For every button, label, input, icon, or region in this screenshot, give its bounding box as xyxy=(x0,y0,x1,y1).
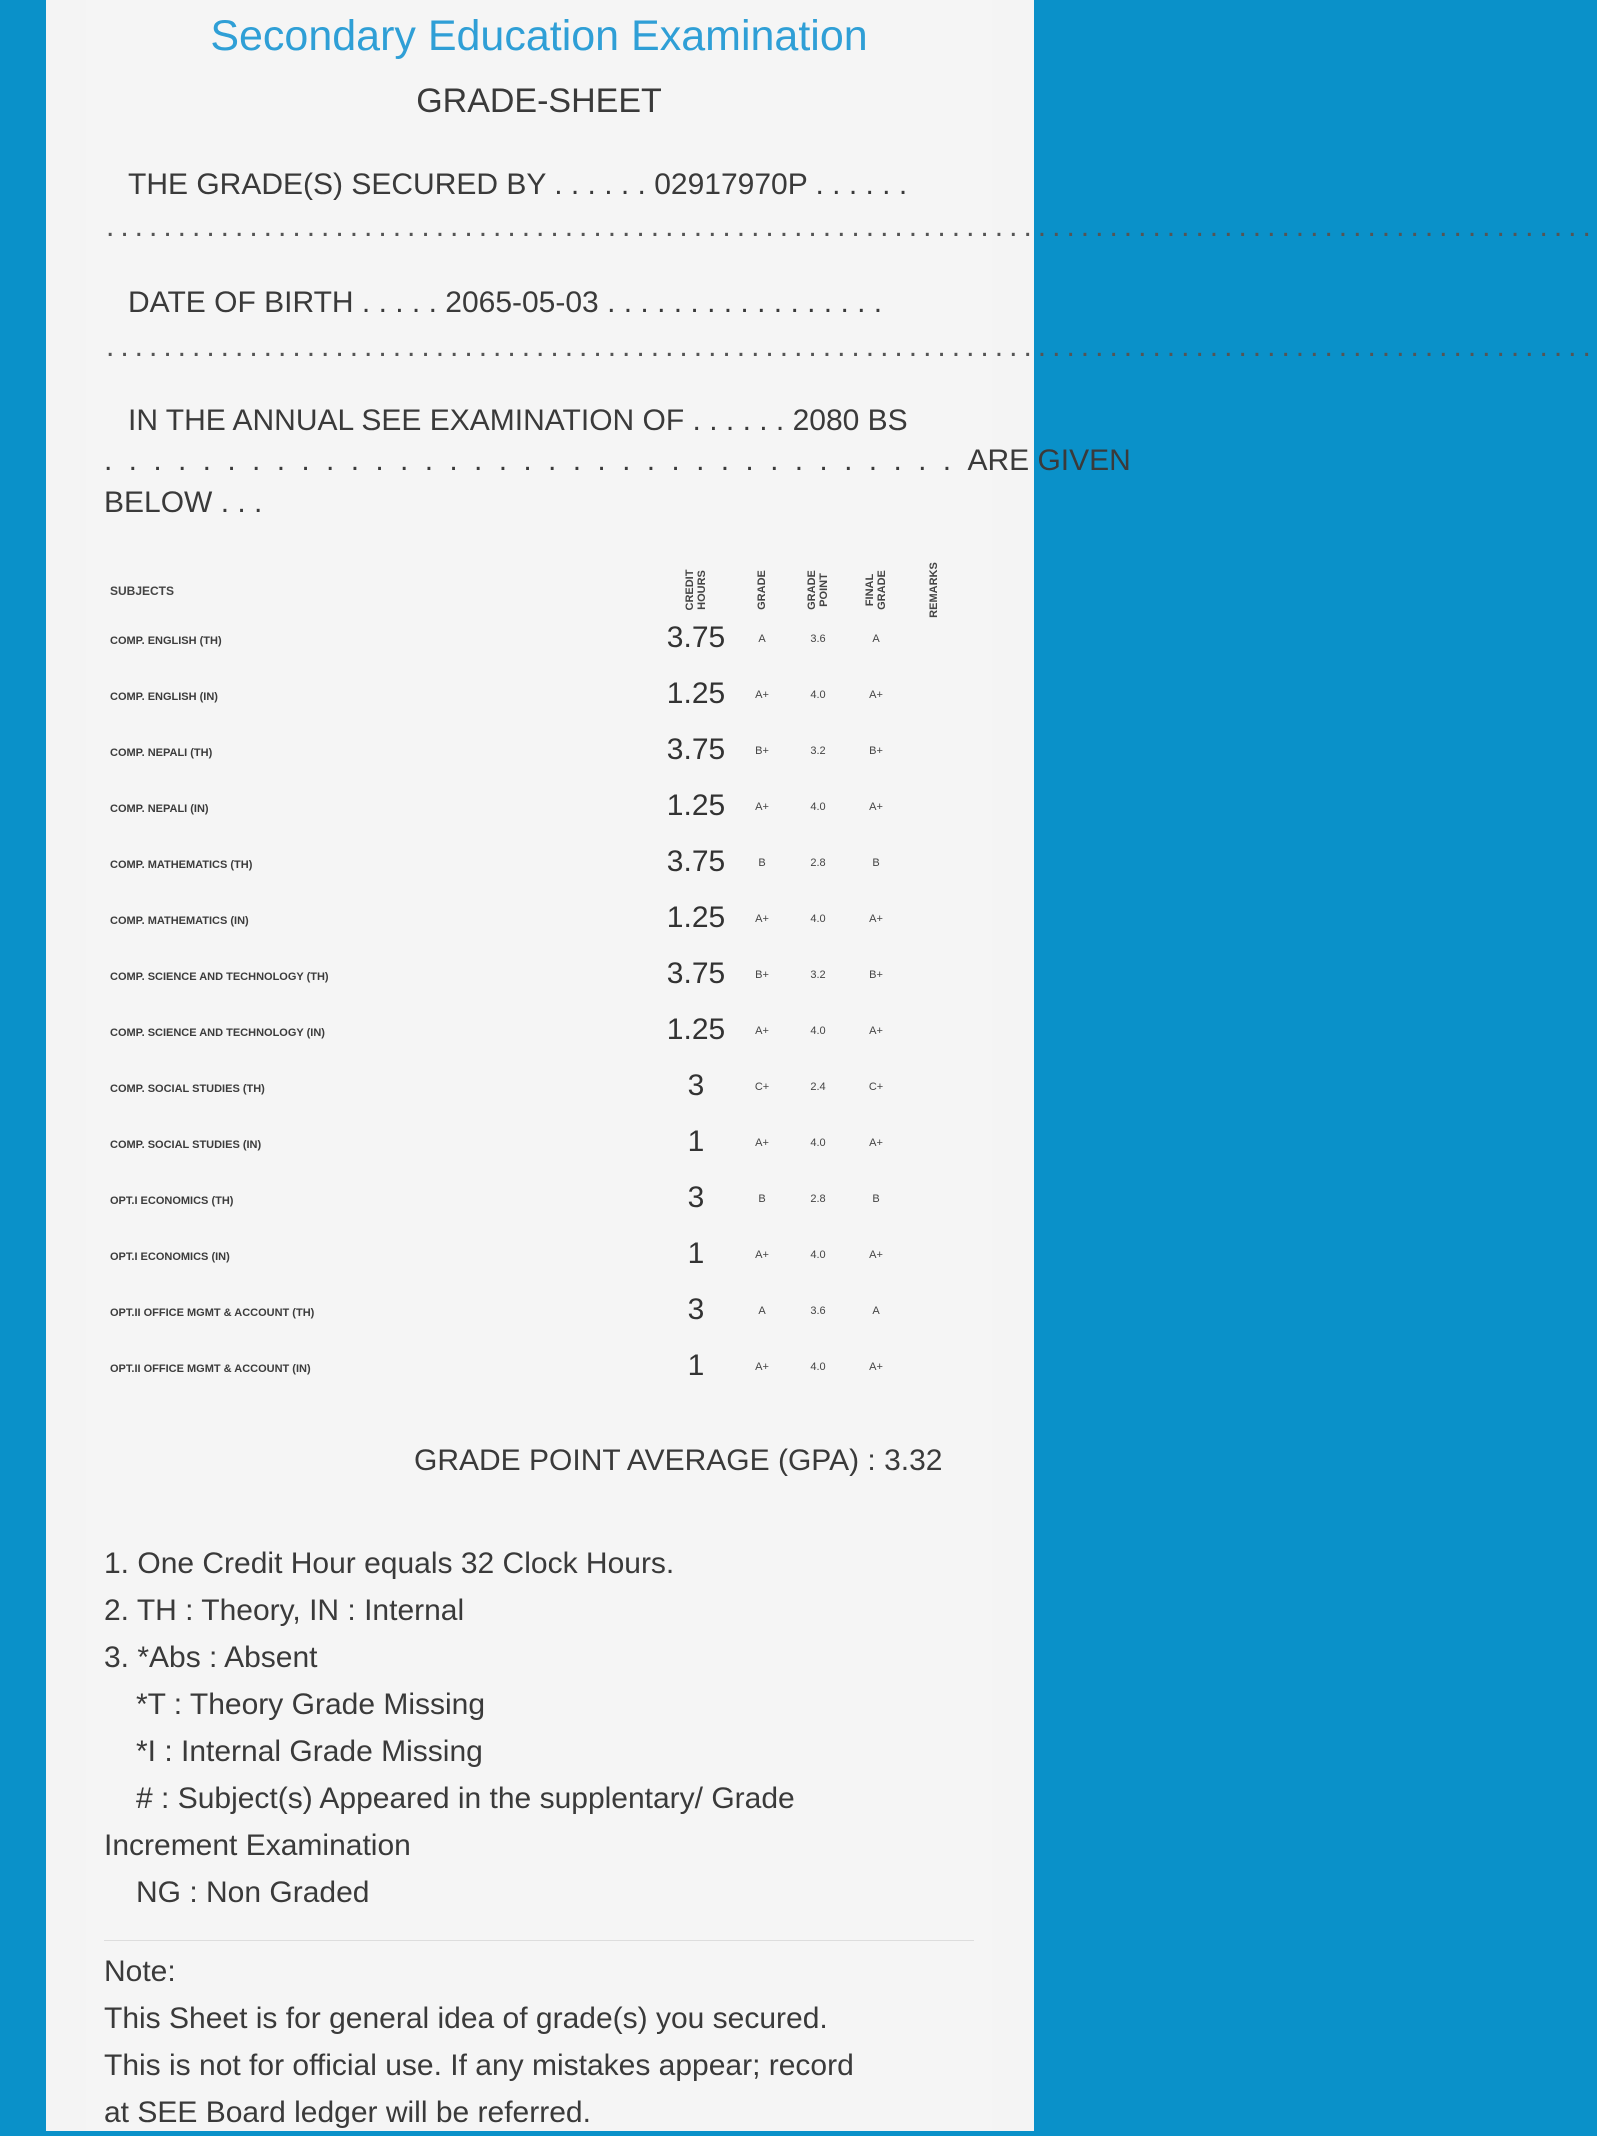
table-row xyxy=(86,727,992,783)
grade-point: 3.6 xyxy=(810,633,826,645)
final-grade: B xyxy=(872,857,880,869)
credit-hours: 1 xyxy=(687,1237,705,1270)
exam-year: 2080 BS xyxy=(792,404,908,437)
note-supplementary: # : Subject(s) Appeared in the supplentary/ Grade xyxy=(136,1782,795,1815)
subject-name: COMP. SOCIAL STUDIES (IN) xyxy=(110,1139,262,1151)
grade-point: 4.0 xyxy=(810,1361,826,1373)
header-subjects: SUBJECTS xyxy=(110,584,175,598)
grade: B xyxy=(758,857,766,869)
table-row xyxy=(86,1063,992,1119)
credit-hours: 3 xyxy=(687,1181,705,1214)
gpa-summary: GRADE POINT AVERAGE (GPA) : 3.32 xyxy=(414,1444,943,1477)
grade-point: 4.0 xyxy=(810,801,826,813)
date-of-birth: 2065-05-03 xyxy=(445,286,599,319)
table-row xyxy=(86,615,992,671)
legend-notes xyxy=(104,1540,795,1916)
dob-line: DATE OF BIRTH . . . . . 2065-05-03 . . . . . . . . . . . . . . . . . xyxy=(128,286,883,319)
final-grade: A+ xyxy=(869,1025,883,1037)
header-grade: GRADE xyxy=(756,570,768,610)
grade-sheet xyxy=(86,0,1597,2131)
grade-point: 2.8 xyxy=(810,1193,826,1205)
final-grade: A+ xyxy=(869,801,883,813)
final-grade: C+ xyxy=(868,1081,884,1093)
header-credit-hours: CREDIT HOURS xyxy=(684,569,708,611)
subject-name: OPT.I ECONOMICS (TH) xyxy=(110,1195,234,1207)
grade: C+ xyxy=(754,1081,770,1093)
table-row xyxy=(86,895,992,951)
final-grade: A+ xyxy=(869,689,883,701)
table-row xyxy=(86,839,992,895)
final-grade: A xyxy=(872,1305,880,1317)
table-row xyxy=(86,1287,992,1343)
grade: A+ xyxy=(755,1361,769,1373)
dotted-line: ........................................................................................................ xyxy=(106,330,1597,363)
header-final-grade: FINAL GRADE xyxy=(864,570,888,610)
table-row xyxy=(86,671,992,727)
subject-name: COMP. ENGLISH (IN) xyxy=(110,691,218,703)
subject-name: COMP. SCIENCE AND TECHNOLOGY (IN) xyxy=(110,1027,325,1039)
credit-hours: 3.75 xyxy=(666,957,726,990)
grade-point: 4.0 xyxy=(810,913,826,925)
grade-point: 2.8 xyxy=(810,857,826,869)
note-theory-missing: *T : Theory Grade Missing xyxy=(136,1688,486,1721)
final-grade: A+ xyxy=(869,1249,883,1261)
final-grade: A xyxy=(872,633,880,645)
credit-hours: 3 xyxy=(687,1069,705,1102)
note-th-in: 2. TH : Theory, IN : Internal xyxy=(104,1594,465,1627)
final-grade: A+ xyxy=(869,1137,883,1149)
below-label: BELOW . . . xyxy=(104,486,263,519)
table-row xyxy=(86,1175,992,1231)
exam-label: IN THE ANNUAL SEE EXAMINATION OF xyxy=(128,404,685,437)
grade: A+ xyxy=(755,689,769,701)
dotted-line: ........................................................................................................ xyxy=(106,210,1597,243)
final-grade: B+ xyxy=(869,745,883,757)
credit-hours: 1.25 xyxy=(666,1013,726,1046)
note-line: This is not for official use. If any mistakes appear; record xyxy=(104,2049,854,2082)
table-row xyxy=(86,1007,992,1063)
note-credit-hour: 1. One Credit Hour equals 32 Clock Hours. xyxy=(104,1547,675,1580)
table-row xyxy=(86,1119,992,1175)
given-label: ARE GIVEN xyxy=(967,444,1131,477)
note-non-graded: NG : Non Graded xyxy=(136,1876,370,1909)
subject-name: COMP. ENGLISH (TH) xyxy=(110,635,222,647)
dob-label: DATE OF BIRTH xyxy=(128,286,354,319)
subject-name: COMP. MATHEMATICS (IN) xyxy=(110,915,249,927)
subject-name: COMP. SOCIAL STUDIES (TH) xyxy=(110,1083,265,1095)
credit-hours: 1.25 xyxy=(666,789,726,822)
grade: A xyxy=(758,1305,766,1317)
credit-hours: 1.25 xyxy=(666,901,726,934)
credit-hours: 1 xyxy=(687,1349,705,1382)
divider xyxy=(104,1940,974,1941)
subject-name: OPT.II OFFICE MGMT & ACCOUNT (TH) xyxy=(110,1307,315,1319)
secured-by-label: THE GRADE(S) SECURED BY xyxy=(128,168,546,201)
grade-point: 3.6 xyxy=(810,1305,826,1317)
symbol-number: 02917970P xyxy=(654,168,808,201)
grade: A+ xyxy=(755,913,769,925)
grade: B+ xyxy=(755,969,769,981)
subject-name: COMP. NEPALI (IN) xyxy=(110,803,209,815)
subject-name: COMP. MATHEMATICS (TH) xyxy=(110,859,253,871)
secured-by-line: THE GRADE(S) SECURED BY . . . . . . 02917970P . . . . . . xyxy=(128,168,908,201)
note-absent: 3. *Abs : Absent xyxy=(104,1641,318,1674)
final-grade: A+ xyxy=(869,1361,883,1373)
table-row xyxy=(86,783,992,839)
grade-point: 4.0 xyxy=(810,1249,826,1261)
grade: A xyxy=(758,633,766,645)
table-row xyxy=(86,951,992,1007)
grade-point: 3.2 xyxy=(810,969,826,981)
credit-hours: 3.75 xyxy=(666,733,726,766)
grade-point: 4.0 xyxy=(810,1137,826,1149)
subject-name: COMP. NEPALI (TH) xyxy=(110,747,213,759)
note-title: Note: xyxy=(104,1955,176,1988)
grade: B+ xyxy=(755,745,769,757)
subject-name: OPT.II OFFICE MGMT & ACCOUNT (IN) xyxy=(110,1363,311,1375)
credit-hours: 1 xyxy=(687,1125,705,1158)
page-subtitle: GRADE-SHEET xyxy=(416,82,662,120)
exam-line: IN THE ANNUAL SEE EXAMINATION OF . . . . . . 2080 BS xyxy=(128,404,908,437)
given-line: . . . . . . . . . . . . . . . . . . . . . . . . . . . . . . . . . . . ARE GIVEN xyxy=(104,444,1131,477)
final-grade: A+ xyxy=(869,913,883,925)
table-row xyxy=(86,1343,992,1399)
header-remarks: REMARKS xyxy=(928,562,940,618)
credit-hours: 3 xyxy=(687,1293,705,1326)
disclaimer-note xyxy=(104,1948,984,2136)
note-internal-missing: *I : Internal Grade Missing xyxy=(136,1735,483,1768)
credit-hours: 1.25 xyxy=(666,677,726,710)
subject-name: OPT.I ECONOMICS (IN) xyxy=(110,1251,230,1263)
grade-point: 2.4 xyxy=(810,1081,826,1093)
grade-point: 4.0 xyxy=(810,689,826,701)
final-grade: B xyxy=(872,1193,880,1205)
credit-hours: 3.75 xyxy=(666,845,726,878)
grade-point: 4.0 xyxy=(810,1025,826,1037)
final-grade: B+ xyxy=(869,969,883,981)
header-grade-point: GRADE POINT xyxy=(806,570,830,610)
grade-point: 3.2 xyxy=(810,745,826,757)
grade: A+ xyxy=(755,1249,769,1261)
note-line: at SEE Board ledger will be referred. xyxy=(104,2096,591,2129)
grade: A+ xyxy=(755,1137,769,1149)
grade: A+ xyxy=(755,801,769,813)
page-title: Secondary Education Examination xyxy=(210,12,868,60)
grade: A+ xyxy=(755,1025,769,1037)
subject-name: COMP. SCIENCE AND TECHNOLOGY (TH) xyxy=(110,971,329,983)
credit-hours: 3.75 xyxy=(666,621,726,654)
note-supplementary-cont: Increment Examination xyxy=(104,1829,411,1862)
note-line: This Sheet is for general idea of grade(s) you secured. xyxy=(104,2002,828,2035)
table-row xyxy=(86,1231,992,1287)
grade: B xyxy=(758,1193,766,1205)
